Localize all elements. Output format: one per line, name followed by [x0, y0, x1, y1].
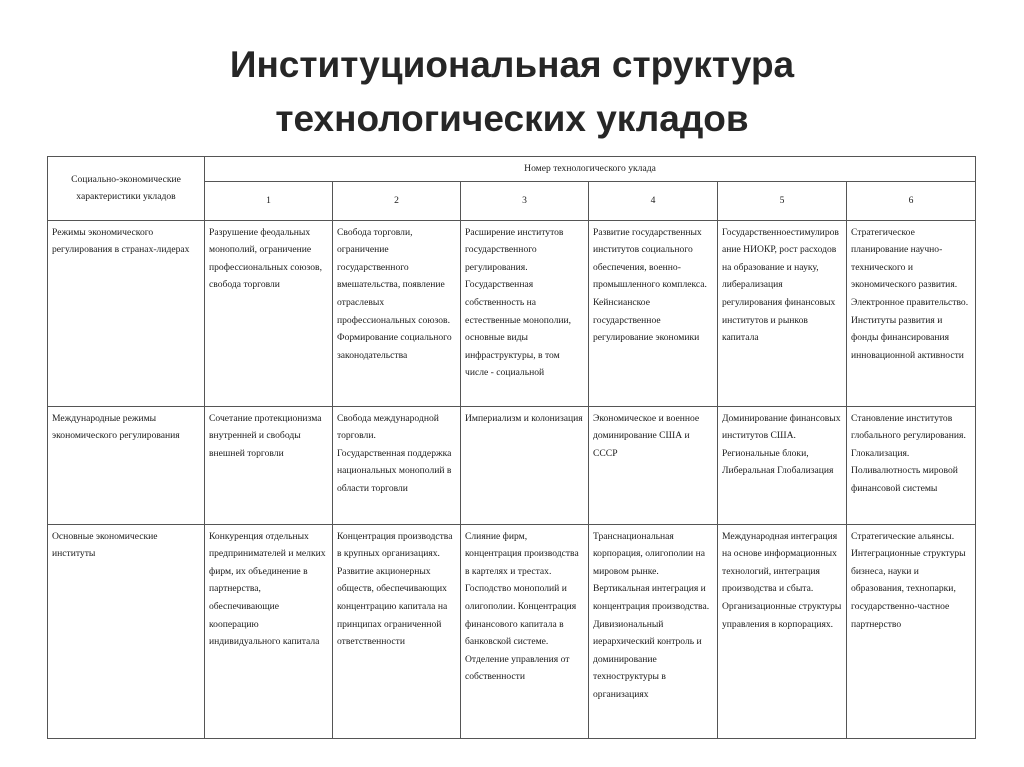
cell-line: профессиональных союзов, — [209, 261, 322, 273]
cell-line: финансового капитала в — [465, 618, 564, 630]
cell-line: управления в корпорациях. — [722, 618, 834, 630]
cell-line: Поливалютность мировой — [851, 465, 958, 477]
page-title — [0, 38, 1024, 146]
row-label-regulation-leaders — [48, 220, 205, 406]
cell-line: фирм, их объединение в — [209, 565, 308, 577]
row-label-international-regimes — [48, 406, 205, 524]
table-cell — [461, 406, 589, 524]
table-cell — [589, 406, 718, 524]
cell-line: обеспечения, военно- — [593, 261, 681, 273]
cell-line: собственность на — [465, 296, 537, 308]
cell-line: партнерство — [851, 618, 902, 630]
cell-line: доминирование — [593, 653, 657, 665]
cell-line: инновационной активности — [851, 349, 964, 361]
cell-line: области торговли — [337, 482, 408, 494]
cell-line: ответственности — [337, 636, 405, 648]
cell-line: корпорация, олигополии на — [593, 548, 705, 560]
cell-line: Концентрация производства — [337, 530, 453, 542]
cell-line: институтов социального — [593, 244, 693, 256]
cell-line: Стратегические альянсы. — [851, 530, 955, 542]
title-line-1: Институциональная структура — [229, 44, 795, 85]
cell-line: отраслевых — [337, 296, 385, 308]
cell-line: индивидуального капитала — [209, 636, 320, 648]
table-cell — [333, 220, 461, 406]
cell-line: Стратегическое — [851, 226, 915, 238]
table-row-regulation-leaders — [48, 220, 976, 406]
table-row-economic-institutions — [48, 524, 976, 738]
cell-line: Империализм и колонизация — [465, 412, 583, 424]
institutional-structure-table — [47, 156, 976, 739]
table-cell — [461, 524, 589, 738]
cell-line: регулирования. — [465, 261, 528, 273]
cell-line: в картелях и трестах. — [465, 565, 552, 577]
header-row-group — [48, 157, 976, 182]
title-line-2: технологических укладов — [275, 98, 749, 139]
cell-line: ограничение — [337, 244, 389, 256]
cell-line: Сочетание протекционизма — [209, 412, 322, 424]
cell-line: предпринимателей и мелких — [209, 548, 326, 560]
table-cell — [205, 406, 333, 524]
cell-line: Глокализация. — [851, 447, 910, 459]
cell-line: Слияние фирм, — [465, 530, 528, 542]
table-cell — [589, 524, 718, 738]
cell-line: Господство монополий и — [465, 583, 567, 595]
cell-line: свобода торговли — [209, 279, 280, 291]
cell-line: банковской системе. — [465, 636, 549, 648]
cell-line: Вертикальная интеграция и — [593, 583, 706, 595]
cell-line: Электронное правительство. — [851, 296, 969, 308]
table-cell — [333, 524, 461, 738]
cell-line: Развитие государственных — [593, 226, 702, 238]
cell-line: Организационные структуры — [722, 600, 842, 612]
cell-line: принципах ограниченной — [337, 618, 442, 630]
cell-line: Интеграционные структуры — [851, 548, 966, 560]
cell-line: Либеральная Глобализация — [722, 465, 834, 477]
cell-line: Международная интеграция — [722, 530, 838, 542]
table-cell — [589, 220, 718, 406]
table-cell — [205, 524, 333, 738]
cell-line: основные виды — [465, 332, 528, 344]
cell-line: обществ, обеспечивающих — [337, 583, 447, 595]
cell-line: характеристики укладов — [76, 191, 176, 203]
cell-line: ание НИОКР, рост расходов — [722, 244, 837, 256]
cell-line: государственно-частное — [851, 600, 950, 612]
corner-header-cell — [48, 157, 205, 221]
column-header-3: 3 — [461, 181, 589, 220]
cell-line: Свобода торговли, — [337, 226, 413, 238]
cell-line: государственного — [337, 261, 409, 273]
cell-line: финансовой системы — [851, 482, 938, 494]
cell-line: Государственная — [465, 279, 534, 291]
cell-line: Кейнсианское — [593, 296, 650, 308]
cell-line: инфраструктуры, в том — [465, 349, 560, 361]
cell-line: бизнеса, науки и — [851, 565, 919, 577]
cell-line: регулирования в странах-лидерах — [52, 244, 190, 256]
cell-line: техноструктуры в — [593, 671, 666, 683]
table-cell — [718, 406, 847, 524]
cell-line: концентрация производства — [465, 548, 579, 560]
cell-line: государственного — [465, 244, 537, 256]
cell-line: Дивизиональный — [593, 618, 664, 630]
cell-line: Экономическое и военное — [593, 412, 700, 424]
column-header-1: 1 — [205, 181, 333, 220]
cell-line: внешней торговли — [209, 447, 284, 459]
cell-line: Отделение управления от — [465, 653, 570, 665]
cell-line: законодательства — [337, 349, 408, 361]
cell-line: Становление институтов — [851, 412, 953, 424]
column-header-5: 5 — [718, 181, 847, 220]
cell-line: институтов США. — [722, 430, 796, 442]
cell-line: технического и — [851, 261, 913, 273]
cell-line: профессиональных союзов. — [337, 314, 450, 326]
cell-line: олигополии. Концентрация — [465, 600, 577, 612]
cell-line: Доминирование финансовых — [722, 412, 841, 424]
cell-line: либерализация — [722, 279, 783, 291]
cell-line: собственности — [465, 671, 526, 683]
column-header-2: 2 — [333, 181, 461, 220]
group-header-cell: Номер технологического уклада — [205, 157, 976, 182]
table-row-international-regimes — [48, 406, 976, 524]
cell-line: СССР — [593, 447, 618, 459]
cell-line: институтов и рынков — [722, 314, 808, 326]
cell-line: капитала — [722, 332, 759, 344]
cell-line: регулирования финансовых — [722, 296, 836, 308]
table-cell — [847, 406, 976, 524]
table-cell — [205, 220, 333, 406]
cell-line: вмешательства, появление — [337, 279, 445, 291]
cell-line: национальных монополий в — [337, 465, 452, 477]
cell-line: образования, технопарки, — [851, 583, 956, 595]
cell-line: государственное — [593, 314, 661, 326]
cell-line: естественные монополии, — [465, 314, 572, 326]
cell-line: Международные режимы — [52, 412, 157, 424]
cell-line: концентрацию капитала на — [337, 600, 448, 612]
cell-line: Развитие акционерных — [337, 565, 431, 577]
cell-line: Разрушение феодальных — [209, 226, 311, 238]
cell-line: концентрация производства. — [593, 600, 710, 612]
cell-line: Транснациональная — [593, 530, 674, 542]
table-cell — [461, 220, 589, 406]
cell-line: торговли. — [337, 430, 376, 442]
cell-line: технологий, интеграция — [722, 565, 820, 577]
cell-line: Социально-экономические — [71, 173, 181, 185]
cell-line: мировом рынке. — [593, 565, 659, 577]
cell-line: на основе информационных — [722, 548, 837, 560]
cell-line: на образование и науку, — [722, 261, 819, 273]
cell-line: монополий, ограничение — [209, 244, 312, 256]
cell-line: Государственная поддержка — [337, 447, 452, 459]
cell-line: глобального регулирования. — [851, 430, 966, 442]
cell-line: промышленного комплекса. — [593, 279, 707, 291]
row-label-economic-institutions — [48, 524, 205, 738]
cell-line: Государственноестимулиров — [722, 226, 839, 238]
cell-line: Основные экономические — [52, 530, 158, 542]
table-cell — [718, 220, 847, 406]
cell-line: экономического регулирования — [52, 430, 180, 442]
cell-line: доминирование США и — [593, 430, 690, 442]
column-header-4: 4 — [589, 181, 718, 220]
cell-line: партнерства, — [209, 583, 261, 595]
cell-line: кооперацию — [209, 618, 259, 630]
cell-line: Конкуренция отдельных — [209, 530, 309, 542]
cell-line: числе - социальной — [465, 367, 545, 379]
cell-line: институты — [52, 548, 96, 560]
cell-line: фонды финансирования — [851, 332, 950, 344]
cell-line: Институты развития и — [851, 314, 943, 326]
cell-line: иерархический контроль и — [593, 636, 702, 648]
cell-line: Свобода международной — [337, 412, 439, 424]
cell-line: Режимы экономического — [52, 226, 154, 238]
table-cell — [333, 406, 461, 524]
cell-line: внутренней и свободы — [209, 430, 301, 442]
cell-line: в крупных организациях. — [337, 548, 440, 560]
cell-line: экономического развития. — [851, 279, 958, 291]
cell-line: производства и сбыта. — [722, 583, 814, 595]
cell-line: Региональные блоки, — [722, 447, 809, 459]
cell-line: Формирование социального — [337, 332, 452, 344]
cell-line: организациях — [593, 688, 649, 700]
cell-line: Расширение институтов — [465, 226, 564, 238]
column-header-6: 6 — [847, 181, 976, 220]
cell-line: обеспечивающие — [209, 600, 280, 612]
table-cell — [847, 524, 976, 738]
cell-line: планирование научно- — [851, 244, 943, 256]
table-cell — [718, 524, 847, 738]
table-cell — [847, 220, 976, 406]
cell-line: регулирование экономики — [593, 332, 700, 344]
